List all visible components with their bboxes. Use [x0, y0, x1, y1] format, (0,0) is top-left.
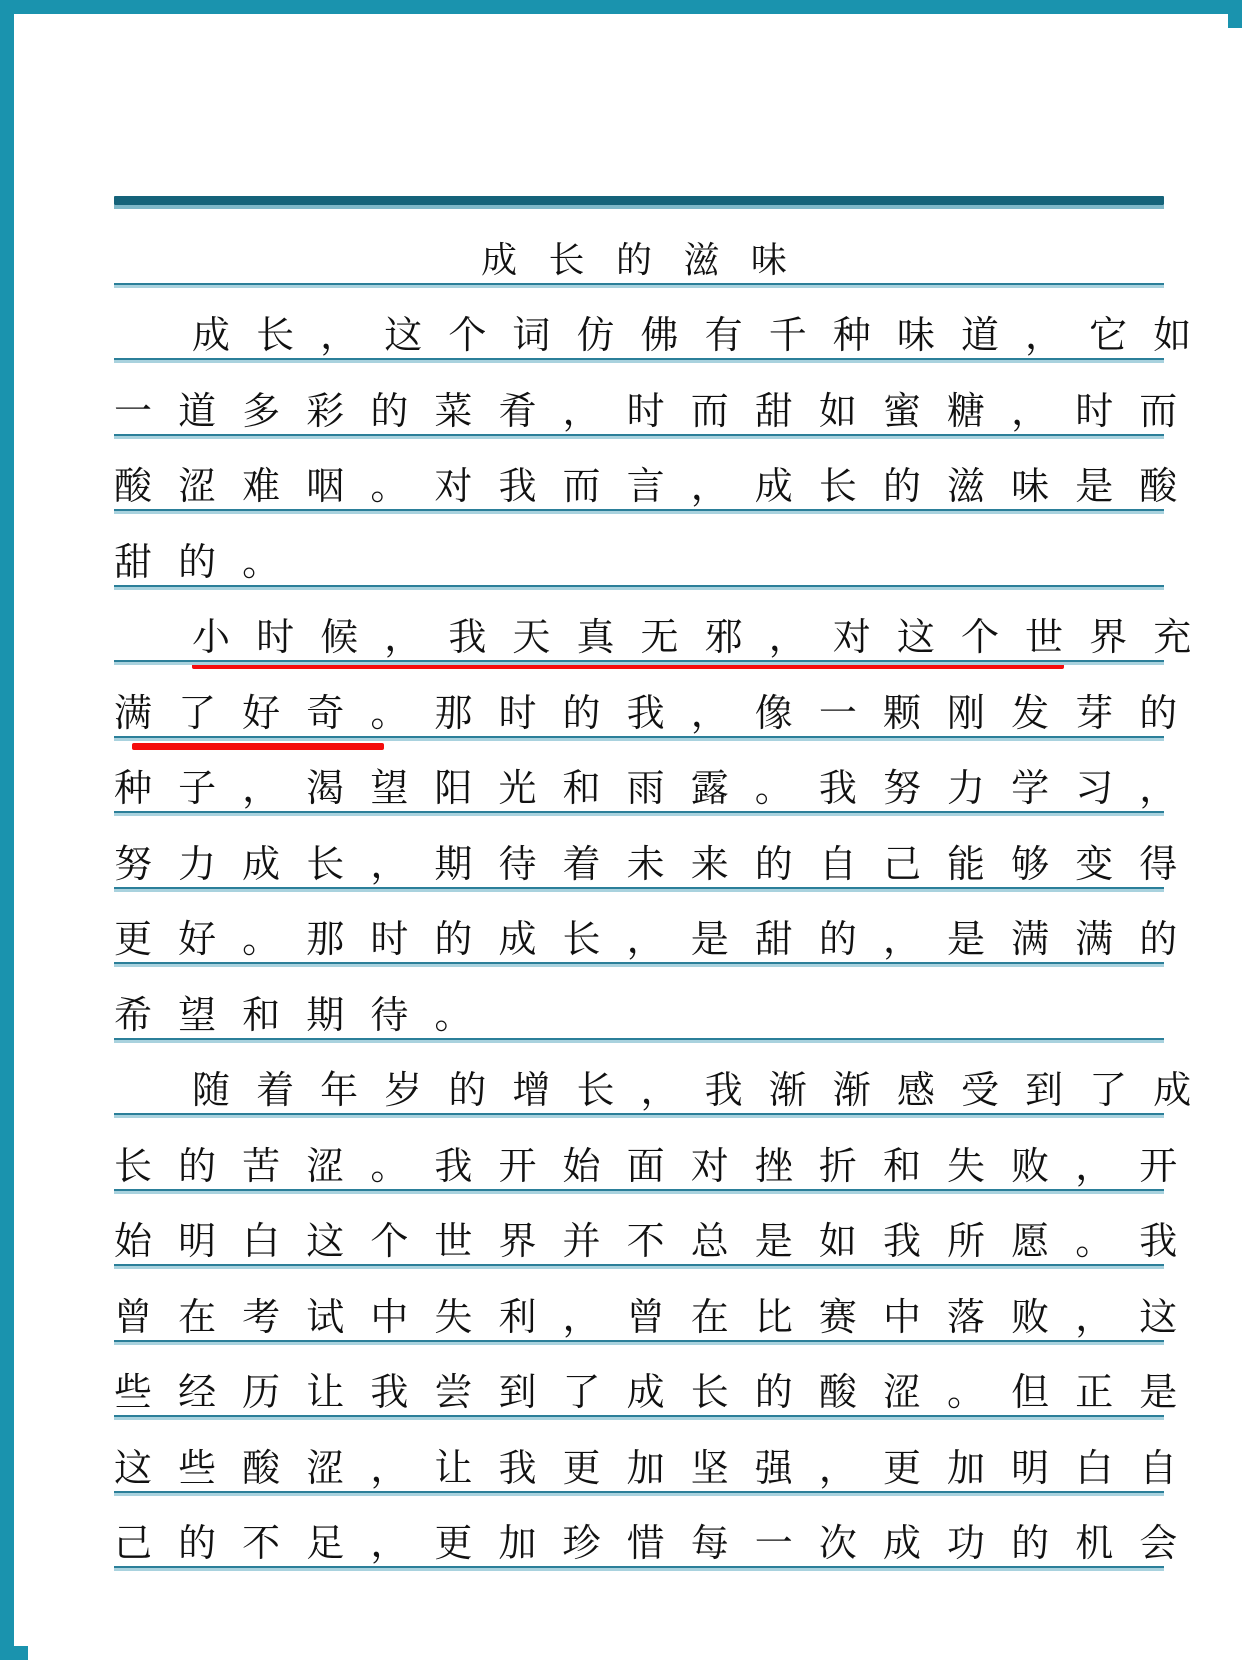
text-line-10: [114, 892, 1185, 968]
text-line-17: [114, 1420, 1185, 1496]
lined-paper-rows: [114, 212, 1199, 1571]
essay-title: 成 长 的 滋 味: [481, 239, 797, 281]
line-text: 始 明 白 这 个 世 界 并 不 总 是 如 我 所 愿 。 我: [114, 1219, 1185, 1263]
line-text: 长 的 苦 涩 。 我 开 始 面 对 挫 折 和 失 败 ， 开: [114, 1143, 1185, 1188]
line-text: 些 经 历 让 我 尝 到 了 成 长 的 酸 涩 。 但 正 是: [114, 1370, 1185, 1414]
text-line-8: [114, 741, 1185, 817]
line-text: 种 子 ， 渴 望 阳 光 和 雨 露 。 我 努 力 学 习 ，: [114, 766, 1185, 810]
text-line-11: [114, 967, 1164, 1043]
text-line-5: [114, 514, 1164, 590]
text-line-6-highlighted: [114, 590, 1199, 666]
text-line-13: [114, 1118, 1185, 1194]
text-line-3: [114, 363, 1185, 439]
line-text: 甜 的 。: [114, 539, 288, 584]
line-text: 更 好 。 那 时 的 成 长 ， 是 甜 的 ， 是 满 满 的: [114, 917, 1185, 961]
line-text: 一 道 多 彩 的 菜 肴 ， 时 而 甜 如 蜜 糖 ， 时 而: [114, 388, 1185, 433]
text-line-14: [114, 1194, 1185, 1270]
line-text: 努 力 成 长 ， 期 待 着 未 来 的 自 己 能 够 变 得: [114, 841, 1185, 886]
text-line-4: [114, 439, 1185, 515]
line-text: 曾 在 考 试 中 失 利 ， 曾 在 比 赛 中 落 败 ， 这: [114, 1294, 1185, 1339]
line-text: 小 时 候 ， 我 天 真 无 邪 ， 对 这 个 世 界 充: [192, 615, 1199, 659]
text-line-7-highlighted: [114, 665, 1185, 741]
line-text: 己 的 不 足 ， 更 加 珍 惜 每 一 次 成 功 的 机 会: [114, 1521, 1185, 1565]
essay-title-row: [114, 212, 1164, 288]
line-text: 成 长 ， 这 个 词 仿 佛 有 千 种 味 道 ， 它 如: [192, 313, 1199, 357]
line-text: 满 了 好 奇 。 那 时 的 我 ， 像 一 颗 刚 发 芽 的: [114, 690, 1185, 735]
text-line-12: [114, 1043, 1199, 1119]
text-line-18: [114, 1496, 1185, 1572]
text-line-15: [114, 1269, 1185, 1345]
line-text: 这 些 酸 涩 ， 让 我 更 加 坚 强 ， 更 加 明 白 自: [114, 1445, 1185, 1490]
text-line-16: [114, 1345, 1185, 1421]
top-double-rule: [114, 196, 1164, 205]
writing-sheet: [114, 178, 1199, 1660]
page-background: [28, 28, 1242, 1660]
line-text: 随 着 年 岁 的 增 长 ， 我 渐 渐 感 受 到 了 成: [192, 1068, 1199, 1112]
text-line-9: [114, 816, 1185, 892]
line-text: 希 望 和 期 待 。: [114, 992, 480, 1037]
line-text: 酸 涩 难 咽 。 对 我 而 言 ， 成 长 的 滋 味 是 酸: [114, 464, 1185, 508]
text-line-2: [114, 288, 1199, 364]
